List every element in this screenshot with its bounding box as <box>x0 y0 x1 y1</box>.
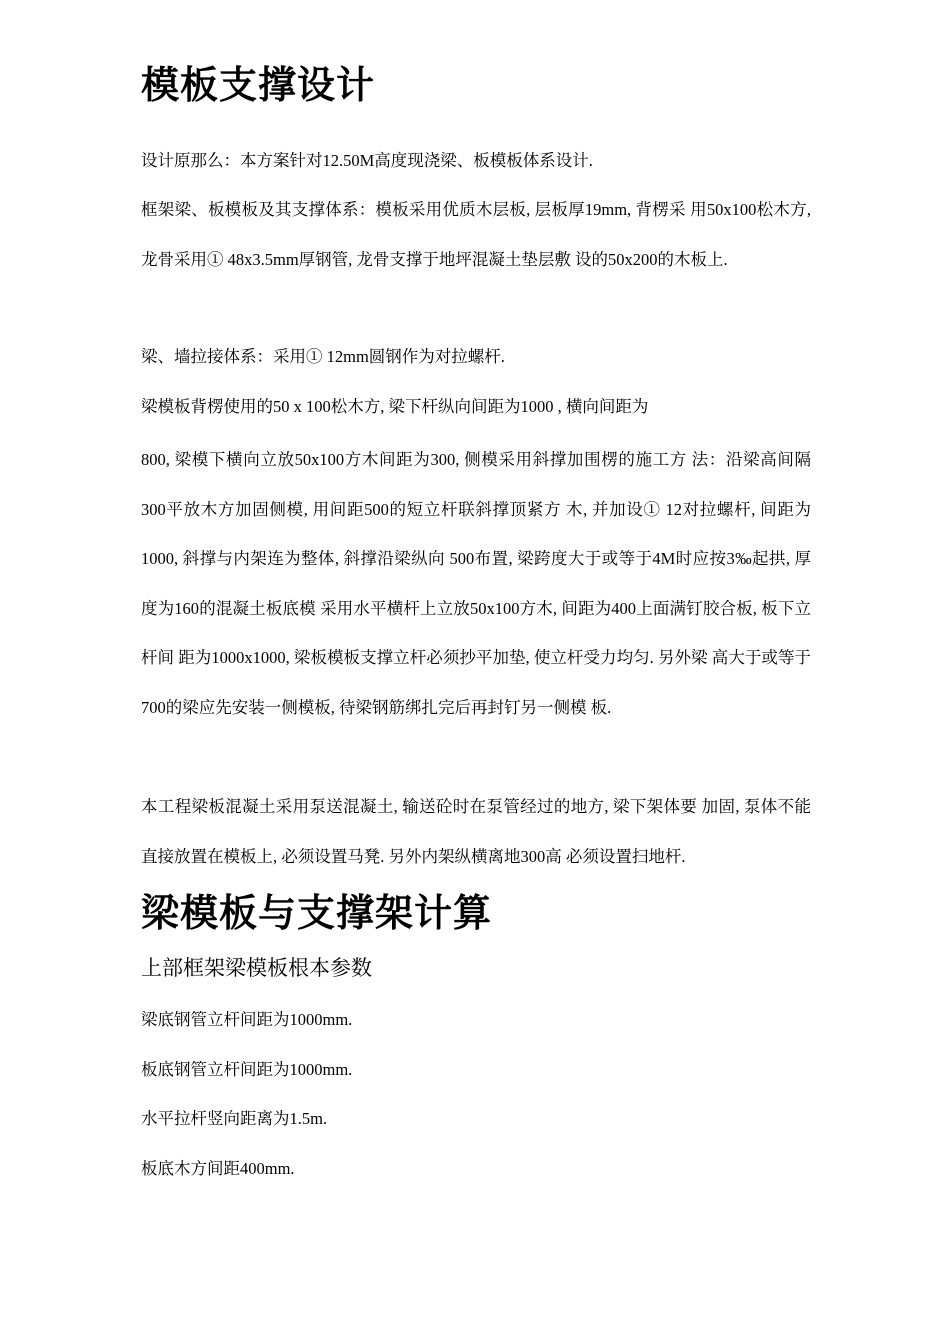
param-slab-timber-spacing: 板底木方间距400mm. <box>141 1159 295 1178</box>
param-horizontal-bar-spacing: 水平拉杆竖向距离为1.5m. <box>141 1109 328 1128</box>
param-beam-pole-spacing: 梁底钢管立杆间距为1000mm. <box>141 1010 353 1029</box>
section-title-beam-formwork-calculation: 梁模板与支撑架计算 <box>141 891 493 935</box>
paragraph-design-principle: 设计原那么：本方案针对12.50M高度现浇梁、板模板体系设计. <box>141 151 593 170</box>
section-title-formwork-support-design: 模板支撑设计 <box>141 63 376 107</box>
param-slab-pole-spacing: 板底钢管立杆间距为1000mm. <box>141 1060 353 1079</box>
paragraph-beam-backing: 梁模板背楞使用的50 x 100松木方, 梁下杆纵向间距为1000 , 横向间距为 <box>141 397 649 416</box>
subsection-title-basic-parameters: 上部框架梁模板根本参数 <box>141 956 372 980</box>
paragraph-tie-system: 梁、墙拉接体系：采用① 12mm圆钢作为对拉螺杆. <box>141 347 505 366</box>
paragraph-beam-formwork-method: 800, 梁模下横向立放50x100方木间距为300, 侧模采用斜撑加围楞的施工方 法：沿梁高间隔300平放木方加固侧模, 用间距500的短立杆联斜撑顶紧方 木, 并加设① 12对拉螺杆, 间距为1000, 斜撑与内架连为整体, 斜撑沿梁纵向 500布置, 梁跨度大于或等于4M时应按3‰起拱, 厚度为160的混凝土板底模 采用水平横杆上立放50x100方木, 间距为400上面满钉胶合板, 板下立杆间 距为1000x1000, 梁板模板支撑立杆必须抄平加垫, 使立杆受力均匀. 另外梁 高大于或等于700的梁应先安装一侧模板, 待梁钢筋绑扎完后再封钉另一侧模 板. <box>141 450 811 717</box>
paragraph-frame-formwork-system: 框架梁、板模板及其支撑体系：模板采用优质木层板, 层板厚19mm, 背楞采 用50x100松木方, 龙骨采用① 48x3.5mm厚钢管, 龙骨支撑于地坪混凝土垫层敷 设的50x200的木板上. <box>141 200 811 269</box>
paragraph-pumped-concrete: 本工程梁板混凝土采用泵送混凝土, 输送砼时在泵管经过的地方, 梁下架体要 加固, 泵体不能直接放置在模板上, 必须设置马凳. 另外内架纵横离地300高 必须设置扫地杆. <box>141 797 811 866</box>
